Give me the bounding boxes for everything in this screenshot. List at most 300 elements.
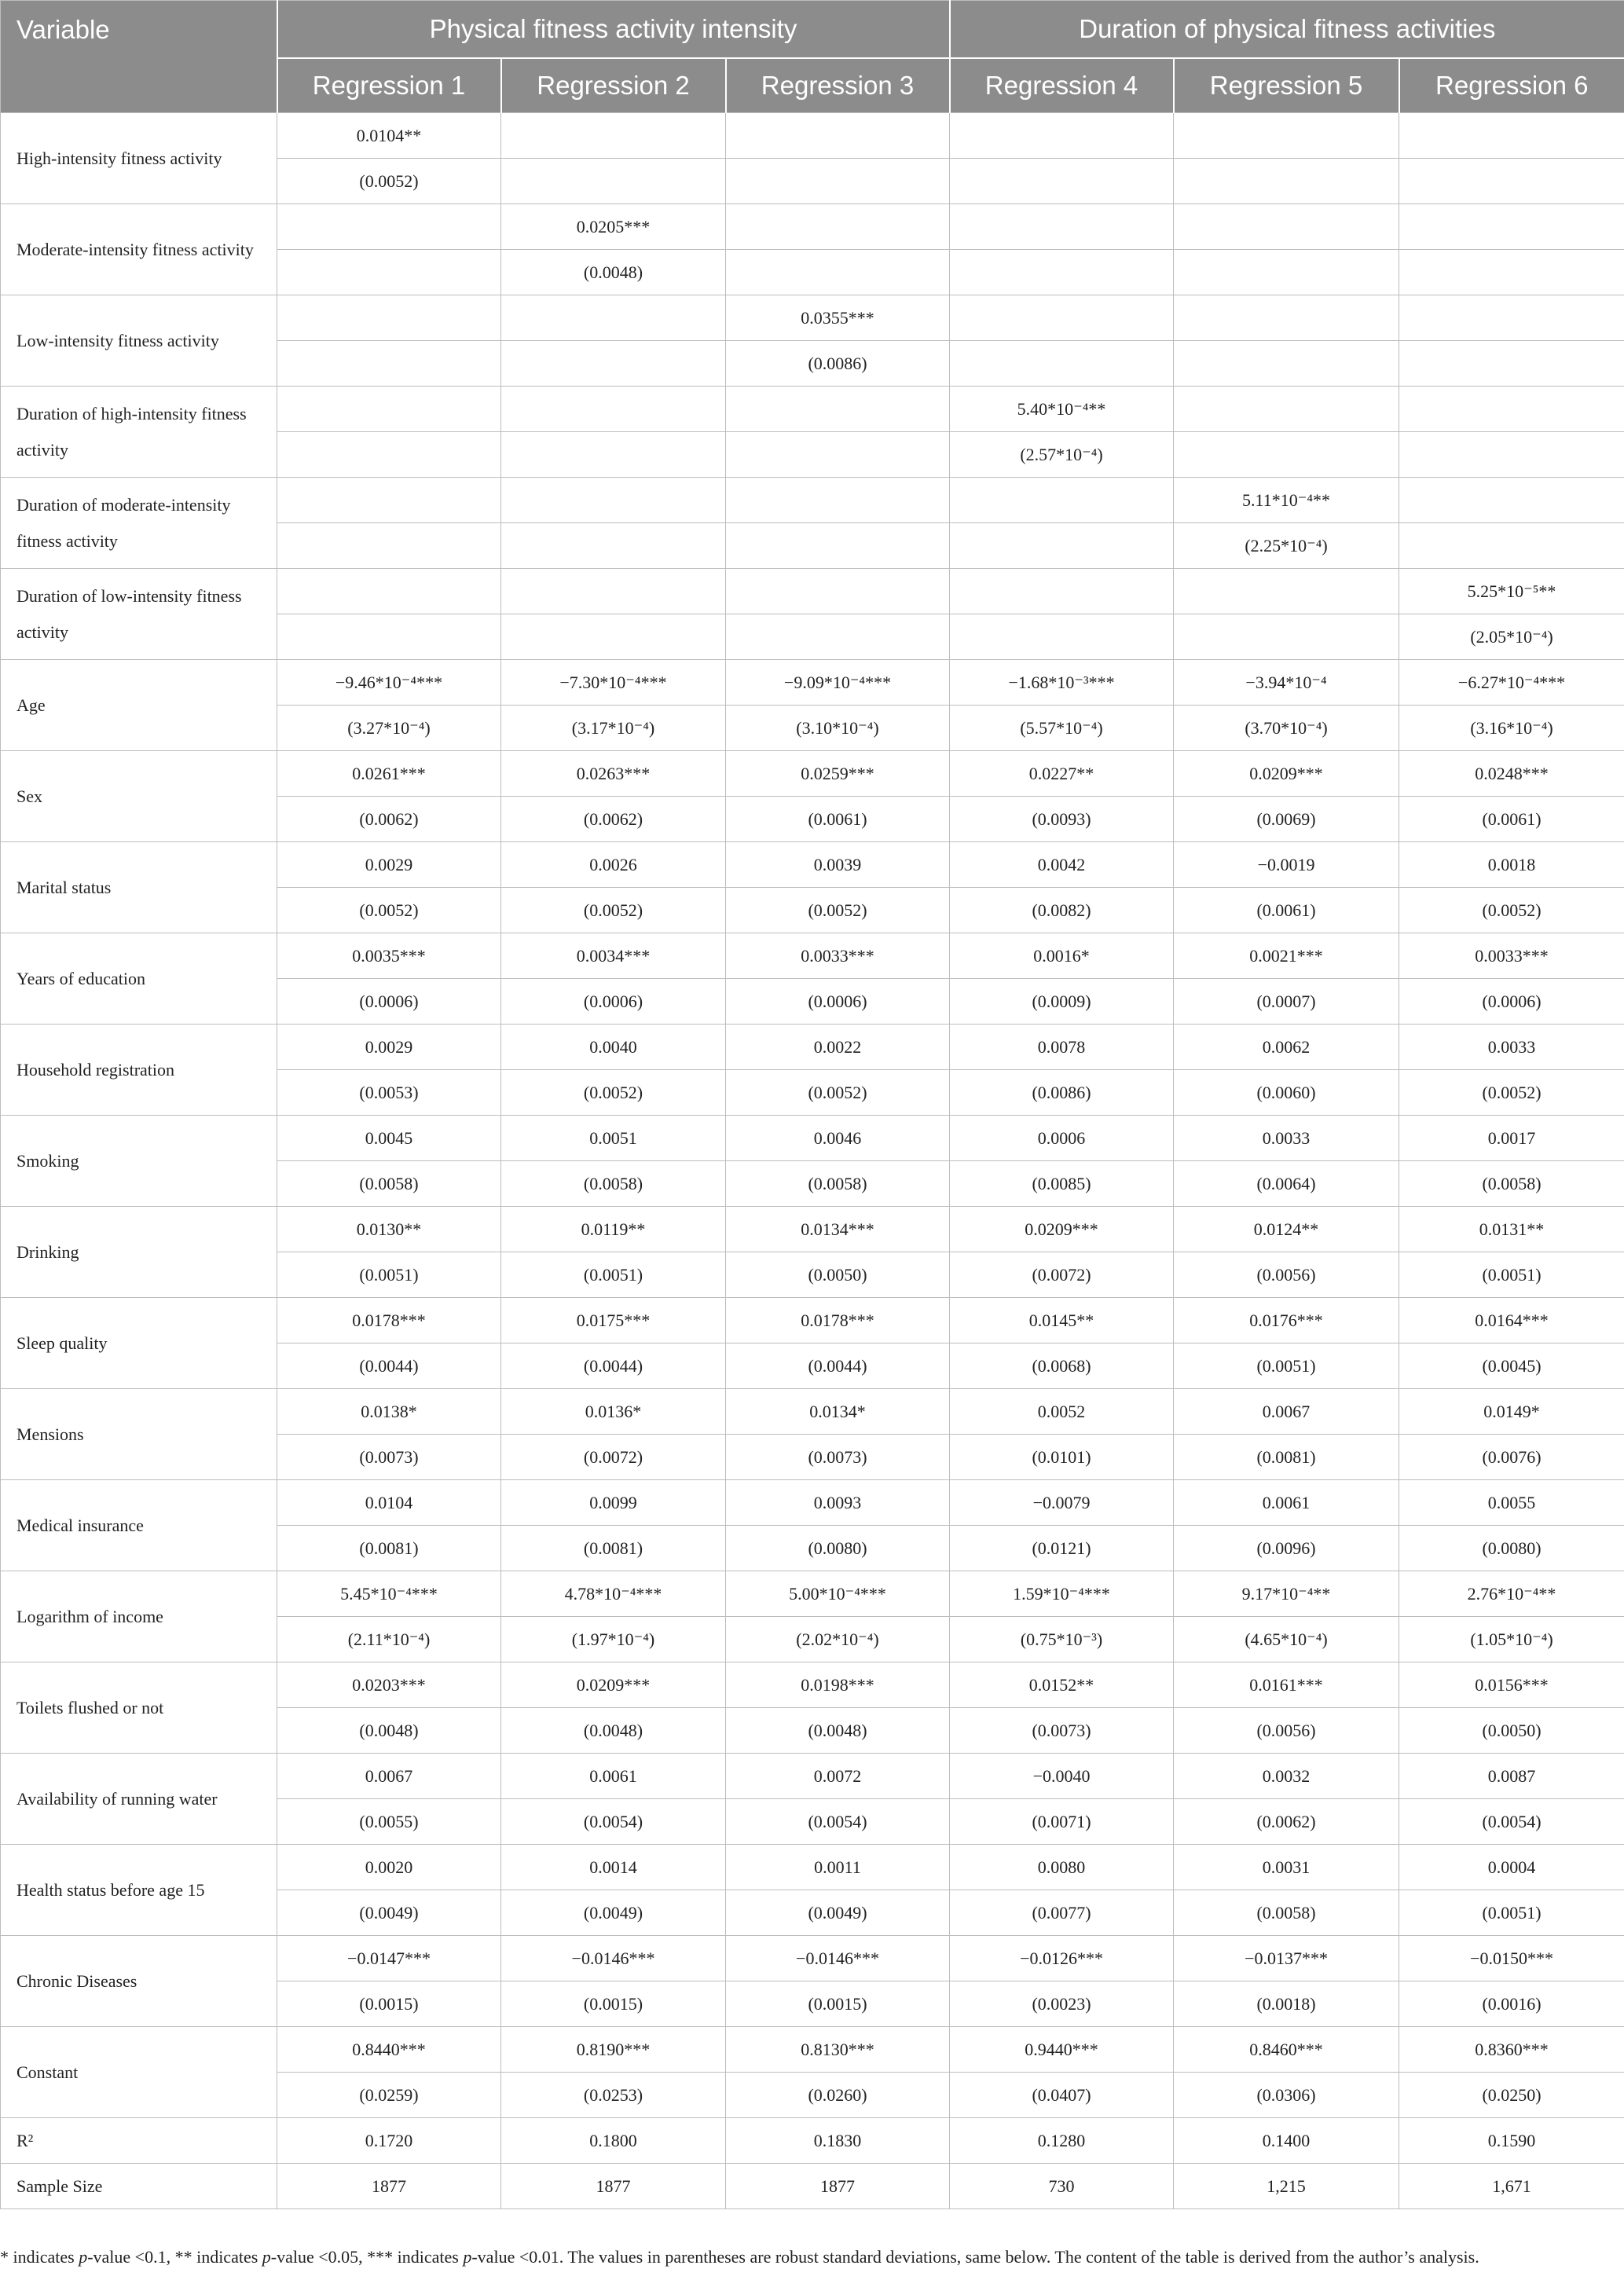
coefficient-cell: 0.0130** — [277, 1207, 501, 1252]
regression-header: Regression 5 — [1174, 58, 1399, 113]
standard-error-cell: (0.0068) — [950, 1343, 1174, 1389]
standard-error-cell: (0.0016) — [1399, 1981, 1624, 2027]
standard-error-cell: (0.0006) — [501, 979, 726, 1025]
coefficient-cell — [1174, 295, 1399, 341]
coefficient-cell: 0.0026 — [501, 842, 726, 888]
standard-error-cell: (0.0250) — [1399, 2073, 1624, 2118]
coefficient-cell: −0.0146*** — [726, 1936, 950, 1981]
table-header — [1, 1, 1624, 113]
variable-label: Medical insurance — [1, 1480, 277, 1571]
coefficient-cell: −0.0147*** — [277, 1936, 501, 1981]
coefficient-cell: 0.0209*** — [1174, 751, 1399, 797]
coefficient-cell: 0.0067 — [277, 1754, 501, 1799]
coefficient-cell: 0.0033*** — [1399, 933, 1624, 979]
coefficient-cell: 0.0203*** — [277, 1662, 501, 1708]
standard-error-cell: (0.0058) — [726, 1161, 950, 1207]
coefficient-cell — [277, 387, 501, 432]
table-row — [1, 1662, 1624, 1708]
coefficient-cell: 0.9440*** — [950, 2027, 1174, 2073]
coefficient-cell — [277, 295, 501, 341]
standard-error-cell: (0.0052) — [726, 1070, 950, 1116]
standard-error-cell: (0.0052) — [501, 1070, 726, 1116]
coefficient-cell: 0.0040 — [501, 1025, 726, 1070]
standard-error-cell: (0.0077) — [950, 1890, 1174, 1936]
summary-value-cell: 1,215 — [1174, 2164, 1399, 2209]
standard-error-cell: (0.0062) — [1174, 1799, 1399, 1845]
standard-error-cell: (0.0051) — [1174, 1343, 1399, 1389]
coefficient-cell: 0.0039 — [726, 842, 950, 888]
standard-error-cell — [277, 432, 501, 478]
coefficient-cell: 0.0032 — [1174, 1754, 1399, 1799]
coefficient-cell: 0.0087 — [1399, 1754, 1624, 1799]
summary-row — [1, 2118, 1624, 2164]
regression-header: Regression 6 — [1399, 58, 1624, 113]
standard-error-cell: (0.0015) — [501, 1981, 726, 2027]
coefficient-cell: −9.09*10⁻⁴*** — [726, 660, 950, 706]
coefficient-cell — [1399, 113, 1624, 159]
standard-error-cell — [726, 159, 950, 204]
variable-label: Availability of running water — [1, 1754, 277, 1845]
coefficient-cell — [501, 387, 726, 432]
standard-error-cell — [501, 341, 726, 387]
coefficient-cell: 0.8440*** — [277, 2027, 501, 2073]
standard-error-cell: (0.0006) — [277, 979, 501, 1025]
table-row — [1, 1389, 1624, 1435]
coefficient-cell: −0.0126*** — [950, 1936, 1174, 1981]
standard-error-cell — [950, 614, 1174, 660]
standard-error-cell: (0.0058) — [277, 1161, 501, 1207]
standard-error-cell — [950, 523, 1174, 569]
summary-value-cell: 0.1590 — [1399, 2118, 1624, 2164]
standard-error-cell — [1399, 523, 1624, 569]
coefficient-cell: 0.0055 — [1399, 1480, 1624, 1526]
coefficient-cell: 0.0061 — [1174, 1480, 1399, 1526]
coefficient-cell — [726, 478, 950, 523]
coefficient-cell — [1399, 295, 1624, 341]
coefficient-cell: 0.0078 — [950, 1025, 1174, 1070]
standard-error-cell: (0.0082) — [950, 888, 1174, 933]
coefficient-cell: 0.0198*** — [726, 1662, 950, 1708]
coefficient-cell: 0.0093 — [726, 1480, 950, 1526]
standard-error-cell: (0.0044) — [277, 1343, 501, 1389]
standard-error-cell: (0.0080) — [1399, 1526, 1624, 1571]
standard-error-cell: (0.0062) — [501, 797, 726, 842]
variable-label: Duration of high-intensity fitness activity — [1, 387, 277, 478]
coefficient-cell: 0.0052 — [950, 1389, 1174, 1435]
coefficient-cell: 0.0020 — [277, 1845, 501, 1890]
coefficient-cell: 0.0104** — [277, 113, 501, 159]
coefficient-cell — [501, 113, 726, 159]
coefficient-cell — [1399, 204, 1624, 250]
summary-value-cell: 0.1800 — [501, 2118, 726, 2164]
coefficient-cell: 0.0152** — [950, 1662, 1174, 1708]
table-body — [1, 113, 1624, 2209]
table-row — [1, 113, 1624, 159]
coefficient-cell: 0.0149* — [1399, 1389, 1624, 1435]
coefficient-cell: 0.0263*** — [501, 751, 726, 797]
coefficient-cell — [1174, 204, 1399, 250]
coefficient-cell: 9.17*10⁻⁴** — [1174, 1571, 1399, 1617]
standard-error-cell — [1399, 159, 1624, 204]
standard-error-cell: (0.0054) — [501, 1799, 726, 1845]
standard-error-cell — [950, 341, 1174, 387]
coefficient-cell: 0.0178*** — [726, 1298, 950, 1343]
standard-error-cell: (0.0080) — [726, 1526, 950, 1571]
coefficient-cell: 0.0033 — [1399, 1025, 1624, 1070]
coefficient-cell: 5.25*10⁻⁵** — [1399, 569, 1624, 614]
standard-error-cell: (0.0062) — [277, 797, 501, 842]
coefficient-cell: −0.0079 — [950, 1480, 1174, 1526]
standard-error-cell: (0.0253) — [501, 2073, 726, 2118]
standard-error-cell: (0.0052) — [726, 888, 950, 933]
table-row — [1, 1025, 1624, 1070]
standard-error-cell — [726, 523, 950, 569]
standard-error-cell: (0.0072) — [950, 1252, 1174, 1298]
standard-error-cell: (0.0023) — [950, 1981, 1174, 2027]
standard-error-cell: (0.0007) — [1174, 979, 1399, 1025]
standard-error-cell — [501, 614, 726, 660]
variable-label: High-intensity fitness activity — [1, 113, 277, 204]
standard-error-cell: (0.0050) — [1399, 1708, 1624, 1754]
standard-error-cell: (0.0260) — [726, 2073, 950, 2118]
standard-error-cell — [277, 341, 501, 387]
coefficient-cell — [277, 204, 501, 250]
standard-error-cell: (0.0060) — [1174, 1070, 1399, 1116]
standard-error-cell: (0.0052) — [501, 888, 726, 933]
standard-error-cell: (0.0072) — [501, 1435, 726, 1480]
coefficient-cell: 0.0209*** — [950, 1207, 1174, 1252]
coefficient-cell: 0.8130*** — [726, 2027, 950, 2073]
standard-error-cell — [501, 523, 726, 569]
coefficient-cell: 0.0205*** — [501, 204, 726, 250]
summary-value-cell: 1877 — [277, 2164, 501, 2209]
regression-header: Regression 3 — [726, 58, 950, 113]
standard-error-cell — [277, 614, 501, 660]
standard-error-cell — [1399, 250, 1624, 295]
coefficient-cell: 0.0124** — [1174, 1207, 1399, 1252]
standard-error-cell: (3.10*10⁻⁴) — [726, 706, 950, 751]
standard-error-cell: (0.0101) — [950, 1435, 1174, 1480]
standard-error-cell: (0.0073) — [950, 1708, 1174, 1754]
summary-label: Sample Size — [1, 2164, 277, 2209]
standard-error-cell: (0.0018) — [1174, 1981, 1399, 2027]
standard-error-cell: (2.02*10⁻⁴) — [726, 1617, 950, 1662]
table-row — [1, 1936, 1624, 1981]
standard-error-cell: (0.0049) — [726, 1890, 950, 1936]
standard-error-cell: (3.17*10⁻⁴) — [501, 706, 726, 751]
coefficient-cell — [1174, 387, 1399, 432]
standard-error-cell: (0.0061) — [1399, 797, 1624, 842]
coefficient-cell: 0.0067 — [1174, 1389, 1399, 1435]
standard-error-cell — [1399, 432, 1624, 478]
coefficient-cell: 0.0016* — [950, 933, 1174, 979]
table-row — [1, 1207, 1624, 1252]
standard-error-cell: (0.0052) — [1399, 888, 1624, 933]
standard-error-cell: (0.0073) — [277, 1435, 501, 1480]
coefficient-cell: 0.0355*** — [726, 295, 950, 341]
standard-error-cell: (0.0006) — [726, 979, 950, 1025]
table-row — [1, 933, 1624, 979]
standard-error-cell: (0.0086) — [726, 341, 950, 387]
standard-error-cell — [950, 159, 1174, 204]
coefficient-cell: 5.00*10⁻⁴*** — [726, 1571, 950, 1617]
standard-error-cell: (0.0071) — [950, 1799, 1174, 1845]
variable-label: Years of education — [1, 933, 277, 1025]
standard-error-cell: (0.0052) — [277, 159, 501, 204]
coefficient-cell: 1.59*10⁻⁴*** — [950, 1571, 1174, 1617]
standard-error-cell: (0.75*10⁻³) — [950, 1617, 1174, 1662]
coefficient-cell: 0.8190*** — [501, 2027, 726, 2073]
coefficient-cell: −9.46*10⁻⁴*** — [277, 660, 501, 706]
coefficient-cell: 0.0209*** — [501, 1662, 726, 1708]
coefficient-cell: 0.0061 — [501, 1754, 726, 1799]
standard-error-cell — [1174, 432, 1399, 478]
variable-label: Smoking — [1, 1116, 277, 1207]
regression-header: Regression 2 — [501, 58, 726, 113]
variable-label: Sleep quality — [1, 1298, 277, 1389]
variable-label: Mensions — [1, 1389, 277, 1480]
group-header-intensity: Physical fitness activity intensity — [277, 1, 950, 59]
summary-value-cell: 730 — [950, 2164, 1174, 2209]
standard-error-cell: (0.0048) — [726, 1708, 950, 1754]
standard-error-cell — [726, 432, 950, 478]
coefficient-cell: 0.0248*** — [1399, 751, 1624, 797]
coefficient-cell: 0.0176*** — [1174, 1298, 1399, 1343]
table-row — [1, 1571, 1624, 1617]
coefficient-cell: 0.0136* — [501, 1389, 726, 1435]
variable-header: Variable — [1, 1, 277, 113]
standard-error-cell: (0.0052) — [277, 888, 501, 933]
summary-value-cell: 0.1400 — [1174, 2118, 1399, 2164]
coefficient-cell — [1399, 478, 1624, 523]
summary-value-cell: 1877 — [726, 2164, 950, 2209]
standard-error-cell: (0.0048) — [277, 1708, 501, 1754]
coefficient-cell: 0.0261*** — [277, 751, 501, 797]
table-row — [1, 1754, 1624, 1799]
summary-label: R² — [1, 2118, 277, 2164]
coefficient-cell — [950, 204, 1174, 250]
coefficient-cell: −0.0137*** — [1174, 1936, 1399, 1981]
standard-error-cell: (0.0058) — [1399, 1161, 1624, 1207]
standard-error-cell: (0.0073) — [726, 1435, 950, 1480]
coefficient-cell: 0.0033 — [1174, 1116, 1399, 1161]
standard-error-cell — [1399, 341, 1624, 387]
standard-error-cell: (0.0061) — [1174, 888, 1399, 933]
group-header-duration: Duration of physical fitness activities — [950, 1, 1624, 59]
standard-error-cell: (0.0407) — [950, 2073, 1174, 2118]
coefficient-cell — [277, 569, 501, 614]
summary-value-cell: 0.1720 — [277, 2118, 501, 2164]
coefficient-cell: 0.0062 — [1174, 1025, 1399, 1070]
coefficient-cell: 0.0006 — [950, 1116, 1174, 1161]
standard-error-cell: (0.0006) — [1399, 979, 1624, 1025]
standard-error-cell: (0.0044) — [726, 1343, 950, 1389]
table-row — [1, 569, 1624, 614]
standard-error-cell: (0.0056) — [1174, 1708, 1399, 1754]
coefficient-cell: 0.0021*** — [1174, 933, 1399, 979]
standard-error-cell — [277, 523, 501, 569]
coefficient-cell: 0.0018 — [1399, 842, 1624, 888]
standard-error-cell: (0.0015) — [277, 1981, 501, 2027]
standard-error-cell: (0.0093) — [950, 797, 1174, 842]
coefficient-cell: 0.0072 — [726, 1754, 950, 1799]
standard-error-cell: (2.57*10⁻⁴) — [950, 432, 1174, 478]
standard-error-cell: (0.0052) — [1399, 1070, 1624, 1116]
summary-value-cell: 1877 — [501, 2164, 726, 2209]
coefficient-cell — [950, 569, 1174, 614]
coefficient-cell: 5.45*10⁻⁴*** — [277, 1571, 501, 1617]
standard-error-cell: (3.16*10⁻⁴) — [1399, 706, 1624, 751]
standard-error-cell: (0.0081) — [501, 1526, 726, 1571]
table-footnote: * indicates p-value <0.1, ** indicates p-value <0.05, *** indicates p-value <0.01. The values in parentheses are robust standard deviations, same below. The content of the table is derived from the author’s analysis. — [0, 2247, 1479, 2267]
variable-label: Drinking — [1, 1207, 277, 1298]
coefficient-cell: 0.0161*** — [1174, 1662, 1399, 1708]
table-row — [1, 2027, 1624, 2073]
standard-error-cell: (5.57*10⁻⁴) — [950, 706, 1174, 751]
coefficient-cell — [950, 478, 1174, 523]
standard-error-cell: (0.0121) — [950, 1526, 1174, 1571]
standard-error-cell: (0.0051) — [277, 1252, 501, 1298]
summary-value-cell: 1,671 — [1399, 2164, 1624, 2209]
standard-error-cell: (0.0015) — [726, 1981, 950, 2027]
coefficient-cell: 0.0156*** — [1399, 1662, 1624, 1708]
variable-label: Moderate-intensity fitness activity — [1, 204, 277, 295]
coefficient-cell: 0.0134* — [726, 1389, 950, 1435]
coefficient-cell: 2.76*10⁻⁴** — [1399, 1571, 1624, 1617]
summary-value-cell: 0.1830 — [726, 2118, 950, 2164]
table-row — [1, 204, 1624, 250]
coefficient-cell: 0.0035*** — [277, 933, 501, 979]
standard-error-cell — [277, 250, 501, 295]
standard-error-cell — [501, 159, 726, 204]
coefficient-cell: −7.30*10⁻⁴*** — [501, 660, 726, 706]
table-row — [1, 1298, 1624, 1343]
coefficient-cell: 0.0134*** — [726, 1207, 950, 1252]
coefficient-cell: 0.0029 — [277, 842, 501, 888]
table-row — [1, 842, 1624, 888]
standard-error-cell: (2.11*10⁻⁴) — [277, 1617, 501, 1662]
coefficient-cell: −6.27*10⁻⁴*** — [1399, 660, 1624, 706]
standard-error-cell — [501, 432, 726, 478]
coefficient-cell: 0.0175*** — [501, 1298, 726, 1343]
standard-error-cell: (0.0076) — [1399, 1435, 1624, 1480]
table-row — [1, 295, 1624, 341]
coefficient-cell — [726, 387, 950, 432]
coefficient-cell: 0.0004 — [1399, 1845, 1624, 1890]
standard-error-cell: (0.0045) — [1399, 1343, 1624, 1389]
coefficient-cell: 0.0014 — [501, 1845, 726, 1890]
regression-header: Regression 1 — [277, 58, 501, 113]
standard-error-cell: (0.0048) — [501, 250, 726, 295]
coefficient-cell: 0.0022 — [726, 1025, 950, 1070]
standard-error-cell: (0.0086) — [950, 1070, 1174, 1116]
coefficient-cell: 0.0227** — [950, 751, 1174, 797]
standard-error-cell: (0.0058) — [501, 1161, 726, 1207]
standard-error-cell: (3.27*10⁻⁴) — [277, 706, 501, 751]
coefficient-cell: 0.8460*** — [1174, 2027, 1399, 2073]
variable-label: Chronic Diseases — [1, 1936, 277, 2027]
coefficient-cell — [501, 295, 726, 341]
standard-error-cell: (0.0069) — [1174, 797, 1399, 842]
coefficient-cell — [950, 295, 1174, 341]
coefficient-cell — [1174, 113, 1399, 159]
standard-error-cell — [726, 250, 950, 295]
variable-label: Age — [1, 660, 277, 751]
coefficient-cell: 5.40*10⁻⁴** — [950, 387, 1174, 432]
coefficient-cell: 4.78*10⁻⁴*** — [501, 1571, 726, 1617]
standard-error-cell: (0.0055) — [277, 1799, 501, 1845]
standard-error-cell: (0.0306) — [1174, 2073, 1399, 2118]
variable-label: Duration of low-intensity fitness activity — [1, 569, 277, 660]
standard-error-cell: (3.70*10⁻⁴) — [1174, 706, 1399, 751]
coefficient-cell: 0.0131** — [1399, 1207, 1624, 1252]
standard-error-cell: (1.05*10⁻⁴) — [1399, 1617, 1624, 1662]
regression-header: Regression 4 — [950, 58, 1174, 113]
standard-error-cell — [726, 614, 950, 660]
coefficient-cell: 0.0017 — [1399, 1116, 1624, 1161]
coefficient-cell: 0.0138* — [277, 1389, 501, 1435]
standard-error-cell: (2.25*10⁻⁴) — [1174, 523, 1399, 569]
standard-error-cell: (0.0044) — [501, 1343, 726, 1389]
coefficient-cell — [950, 113, 1174, 159]
variable-label: Logarithm of income — [1, 1571, 277, 1662]
variable-label: Toilets flushed or not — [1, 1662, 277, 1754]
coefficient-cell: −1.68*10⁻³*** — [950, 660, 1174, 706]
summary-value-cell: 0.1280 — [950, 2118, 1174, 2164]
standard-error-cell: (0.0081) — [1174, 1435, 1399, 1480]
standard-error-cell — [1174, 614, 1399, 660]
table-row — [1, 660, 1624, 706]
variable-label: Low-intensity fitness activity — [1, 295, 277, 387]
coefficient-cell: −3.94*10⁻⁴ — [1174, 660, 1399, 706]
standard-error-cell: (1.97*10⁻⁴) — [501, 1617, 726, 1662]
coefficient-cell: 0.0011 — [726, 1845, 950, 1890]
table-row — [1, 1480, 1624, 1526]
standard-error-cell: (0.0053) — [277, 1070, 501, 1116]
table-row — [1, 478, 1624, 523]
coefficient-cell — [726, 204, 950, 250]
coefficient-cell: −0.0146*** — [501, 1936, 726, 1981]
coefficient-cell: 0.0051 — [501, 1116, 726, 1161]
standard-error-cell: (0.0051) — [1399, 1890, 1624, 1936]
coefficient-cell: 0.0104 — [277, 1480, 501, 1526]
variable-label: Constant — [1, 2027, 277, 2118]
coefficient-cell: 0.0045 — [277, 1116, 501, 1161]
coefficient-cell — [1174, 569, 1399, 614]
table-row — [1, 751, 1624, 797]
variable-label: Sex — [1, 751, 277, 842]
standard-error-cell: (0.0054) — [726, 1799, 950, 1845]
standard-error-cell: (4.65*10⁻⁴) — [1174, 1617, 1399, 1662]
standard-error-cell: (0.0009) — [950, 979, 1174, 1025]
table-row — [1, 1116, 1624, 1161]
coefficient-cell: 0.0099 — [501, 1480, 726, 1526]
coefficient-cell: 5.11*10⁻⁴** — [1174, 478, 1399, 523]
coefficient-cell: 0.0031 — [1174, 1845, 1399, 1890]
table-row — [1, 1845, 1624, 1890]
standard-error-cell: (0.0051) — [1399, 1252, 1624, 1298]
coefficient-cell: 0.0033*** — [726, 933, 950, 979]
coefficient-cell: −0.0040 — [950, 1754, 1174, 1799]
standard-error-cell: (0.0259) — [277, 2073, 501, 2118]
coefficient-cell: 0.0119** — [501, 1207, 726, 1252]
coefficient-cell: 0.0178*** — [277, 1298, 501, 1343]
summary-row — [1, 2164, 1624, 2209]
coefficient-cell: 0.8360*** — [1399, 2027, 1624, 2073]
standard-error-cell: (0.0050) — [726, 1252, 950, 1298]
coefficient-cell — [277, 478, 501, 523]
standard-error-cell: (0.0051) — [501, 1252, 726, 1298]
